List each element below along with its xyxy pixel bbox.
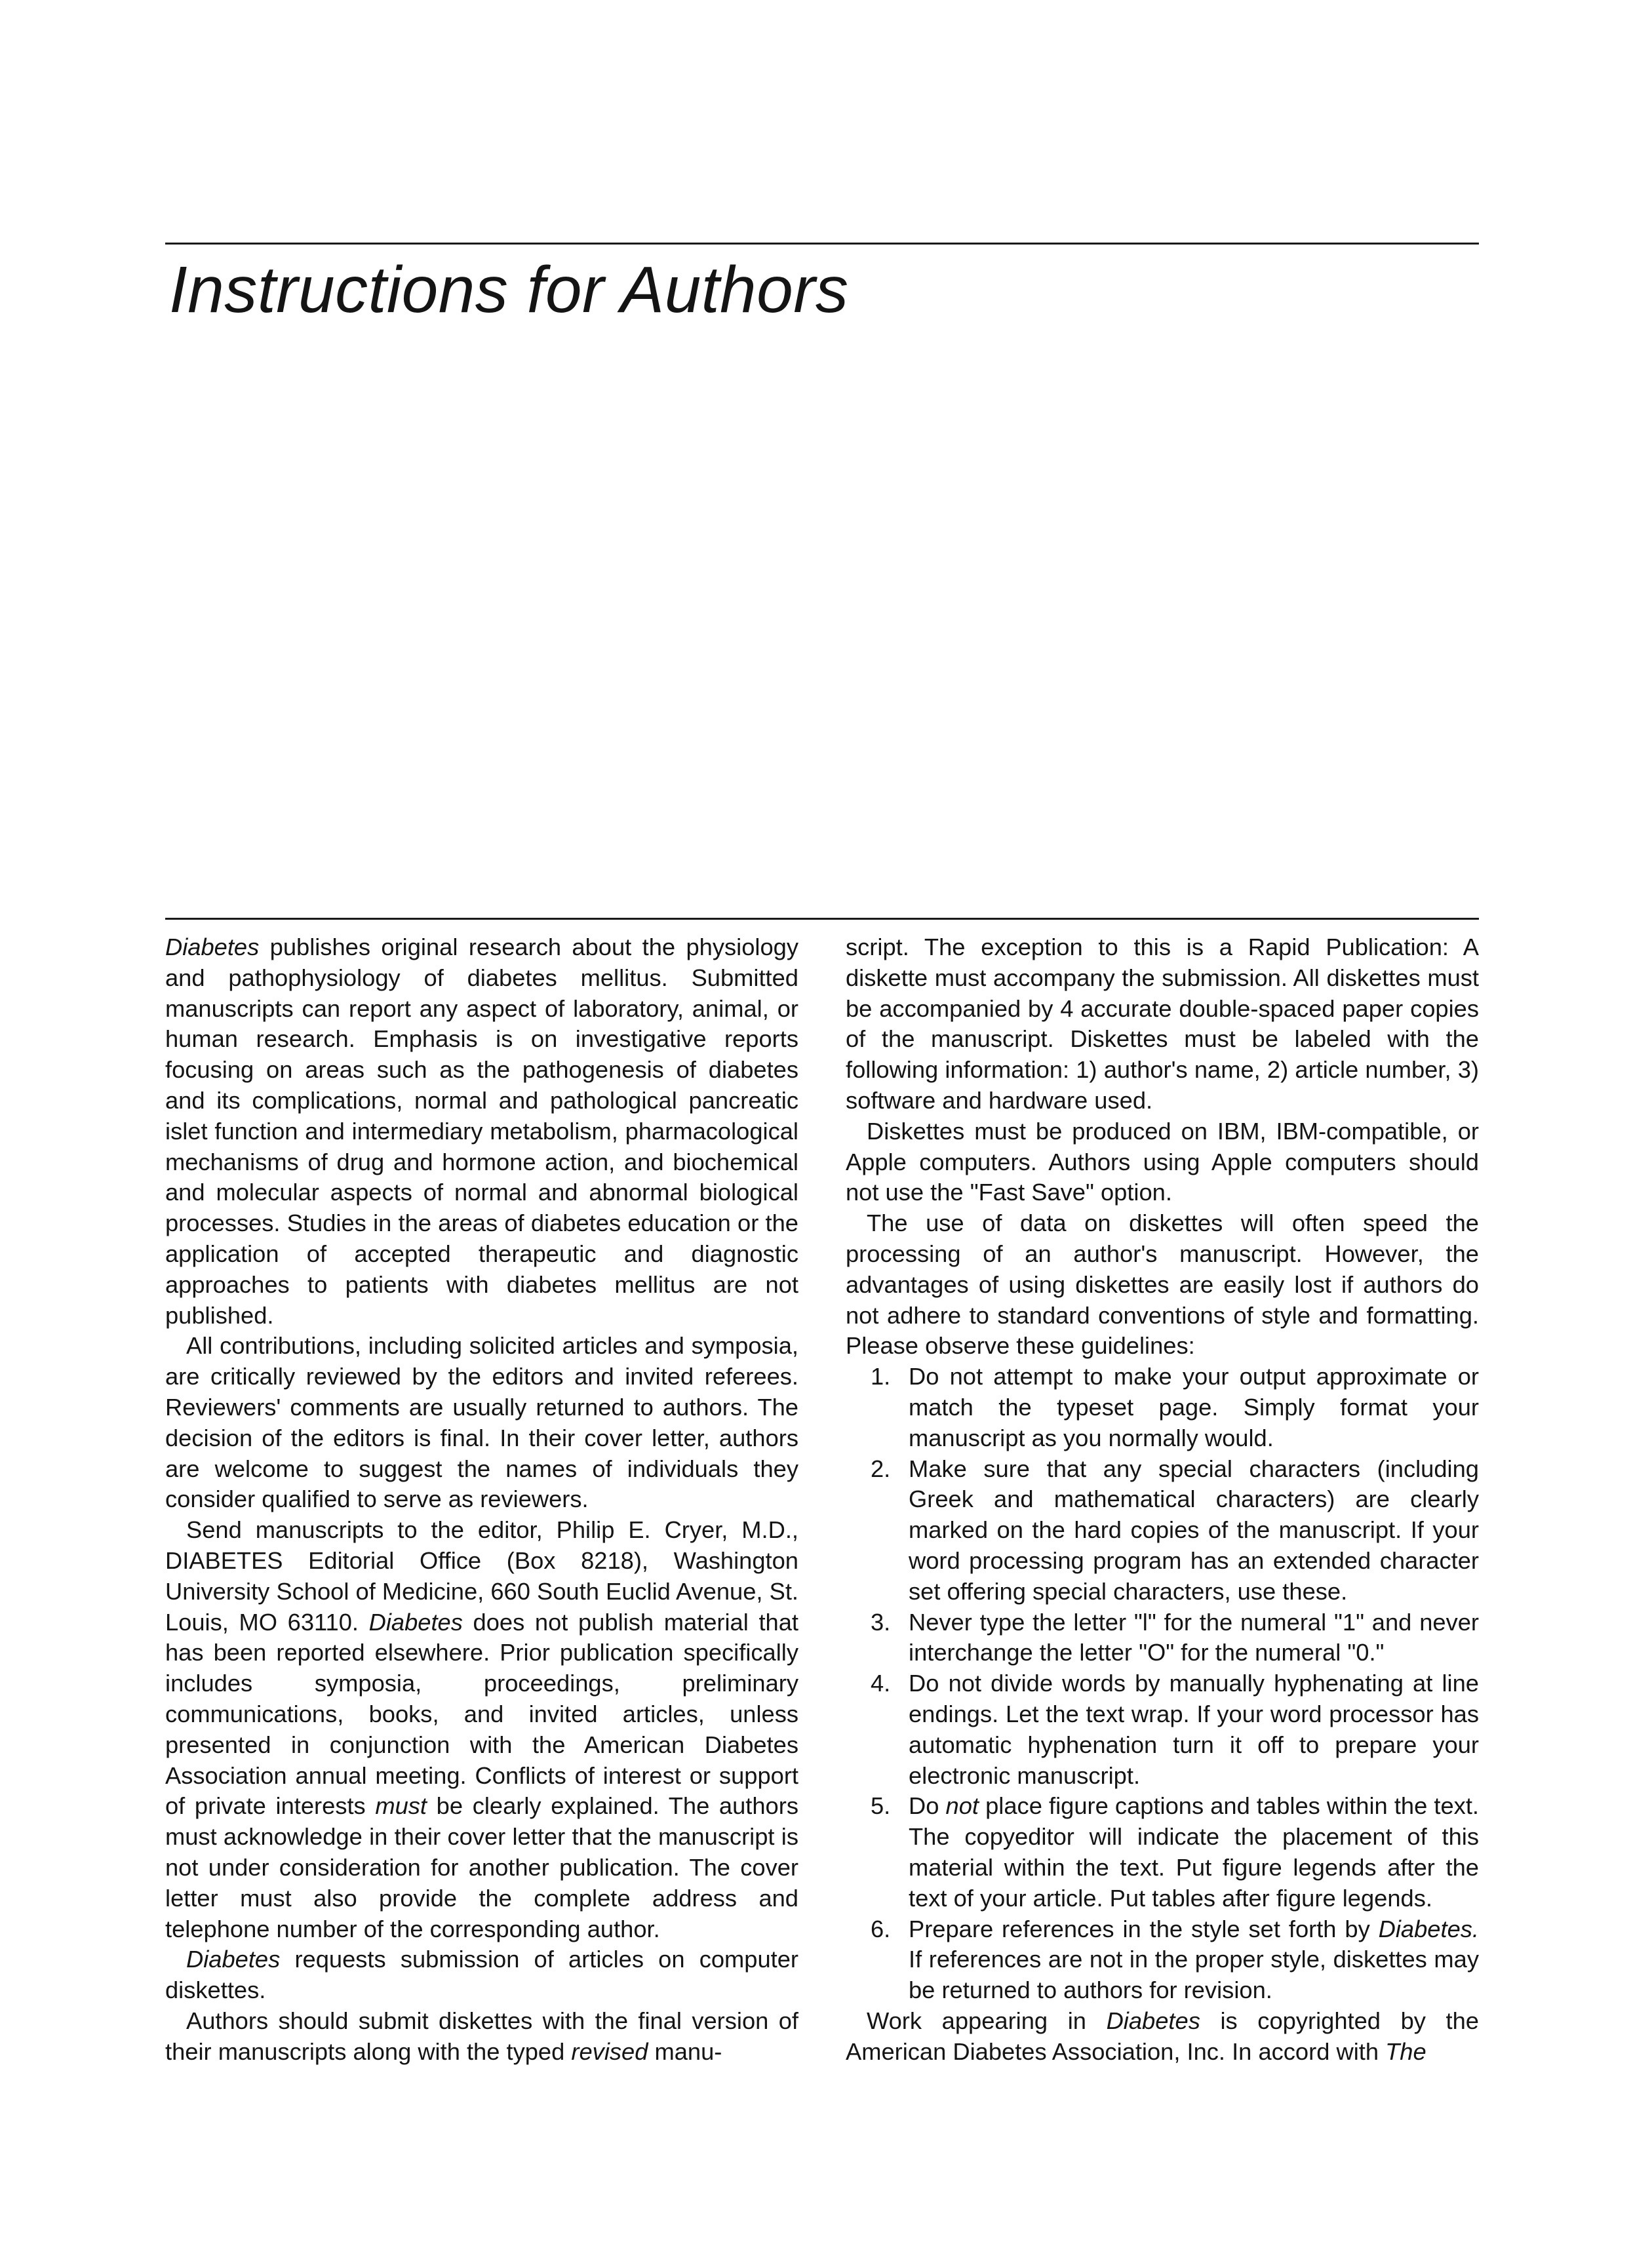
guideline-text-b: place figure captions and tables within the text. The copyeditor will indicate the placement of this material within the text. Put figure legends after the text of your article. Put tables after figure legends. bbox=[909, 1792, 1480, 1912]
journal-name: Diabetes bbox=[368, 1608, 463, 1636]
copyright-paragraph bbox=[846, 2006, 1479, 2068]
left-column bbox=[165, 932, 798, 2067]
guideline-number: 3. bbox=[871, 1608, 891, 1636]
guideline-text-b: If references are not in the proper style, diskettes may be returned to authors for revision. bbox=[909, 1946, 1479, 2004]
top-rule bbox=[165, 243, 1479, 245]
guideline-text-a: Prepare references in the style set forth by bbox=[909, 1915, 1379, 1942]
submission-text-b: does not publish material that has been reported elsewhere. Prior publication specifically includes symposia, proceedings, preliminary communications, books, and invited articles, unless presented in conjunction with the American Diabetes Association annual meeting. Conflicts of interest or support of private interests bbox=[165, 1608, 798, 1820]
submission-paragraph bbox=[165, 1515, 798, 1944]
guideline-text: Do not divide words by manually hyphenating at line endings. Let the text wrap. If your word processor has automatic hyphenation turn it off to prepare your electronic manuscript. bbox=[909, 1670, 1479, 1789]
right-column bbox=[846, 932, 1479, 2067]
copyright-text-b: is copyrighted by the American Diabetes Association, Inc. In accord with bbox=[846, 2007, 1479, 2065]
guideline-number: 6. bbox=[871, 1915, 891, 1942]
copyright-text-a: Work appearing in bbox=[867, 2007, 1107, 2034]
diskette-submission-continued: script. The exception to this is a Rapid Publication: A diskette must accompany the submission. All diskettes must be accompanied by 4 accurate double-spaced paper copies of the manuscript. Diskettes must be labeled with the following information: 1) author's name, 2) article number, 3) software and hardware used. bbox=[846, 934, 1479, 1114]
journal-name: Diabetes bbox=[1106, 2007, 1200, 2034]
guideline-text: Never type the letter "l" for the numeral "1" and never interchange the letter "O" for the numeral "0." bbox=[909, 1608, 1479, 1666]
page-title: Instructions for Authors bbox=[169, 253, 849, 326]
guideline-item bbox=[846, 1791, 1479, 1914]
diskette-submission-text-b: manu- bbox=[648, 2037, 722, 2065]
computer-requirements-paragraph: Diskettes must be produced on IBM, IBM-compatible, or Apple computers. Authors using Apple computers should not use the "Fast Save" option. bbox=[846, 1117, 1479, 1206]
column-rule bbox=[165, 918, 1479, 920]
submission-text-a: Send manuscripts to the editor, Philip E. Cryer, M.D., DIABETES Editorial Office (Box 8218), Washington University School of Medicine, 660 South Euclid Avenue, St. Louis, MO 63110. bbox=[165, 1516, 798, 1636]
guidelines-list bbox=[846, 1362, 1479, 2006]
journal-name: Diabetes bbox=[186, 1946, 281, 1973]
emphasis-the: The bbox=[1385, 2037, 1426, 2065]
guideline-item bbox=[846, 1607, 1479, 1669]
journal-name: Diabetes bbox=[165, 934, 260, 960]
scope-paragraph bbox=[165, 932, 798, 1331]
emphasis-must: must bbox=[375, 1792, 427, 1820]
formatting-intro-paragraph: The use of data on diskettes will often speed the processing of an author's manuscript. However, the advantages of using diskettes are easily lost if authors do not adhere to standard conventions of style and formatting. Please observe these guidelines: bbox=[846, 1210, 1479, 1360]
guideline-item bbox=[846, 1362, 1479, 1453]
guideline-item bbox=[846, 1454, 1479, 1607]
guideline-number: 1. bbox=[871, 1363, 891, 1390]
guideline-item bbox=[846, 1914, 1479, 2006]
diskette-submission-paragraph bbox=[165, 2006, 798, 2068]
journal-name: Diabetes. bbox=[1378, 1915, 1479, 1942]
diskette-request-paragraph bbox=[165, 1944, 798, 2006]
emphasis-revised: revised bbox=[571, 2037, 648, 2065]
guideline-number: 4. bbox=[871, 1670, 891, 1697]
guideline-number: 2. bbox=[871, 1455, 891, 1482]
emphasis-not: not bbox=[945, 1792, 979, 1820]
guideline-text-a: Do bbox=[909, 1792, 946, 1820]
diskette-request-text: requests submission of articles on computer diskettes. bbox=[165, 1946, 798, 2004]
guideline-text: Do not attempt to make your output approximate or match the typeset page. Simply format your manuscript as you normally would. bbox=[909, 1363, 1479, 1451]
guideline-text: Make sure that any special characters (including Greek and mathematical characters) are clearly marked on the hard copies of the manuscript. If your word processing program has an extended character set offering special characters, use these. bbox=[909, 1455, 1479, 1605]
review-paragraph: All contributions, including solicited articles and symposia, are critically reviewed by the editors and invited referees. Reviewers' comments are usually returned to authors. The decision of the editors is final. In their cover letter, authors are welcome to suggest the names of individuals they consider qualified to serve as reviewers. bbox=[165, 1332, 798, 1513]
diskette-submission-text-a: Authors should submit diskettes with the final version of their manuscripts along with the typed bbox=[165, 2007, 798, 2065]
scope-text: publishes original research about the physiology and pathophysiology of diabetes mellitus. Submitted manuscripts can report any aspect of laboratory, animal, or human research. Emphasis is on investigative reports focusing on areas such as the pathogenesis of diabetes and its complications, normal and pathological pancreatic islet function and intermediary metabolism, pharmacological mechanisms of drug and hormone action, and biochemical and molecular aspects of normal and abnormal biological processes. Studies in the areas of diabetes education or the application of accepted therapeutic and diagnostic approaches to patients with diabetes mellitus are not published. bbox=[165, 934, 798, 1329]
guideline-number: 5. bbox=[871, 1792, 891, 1820]
guideline-item bbox=[846, 1668, 1479, 1791]
submission-text-c: be clearly explained. The authors must acknowledge in their cover letter that the manuscript is not under consideration for another publication. The cover letter must also provide the complete address and telephone number of the corresponding author. bbox=[165, 1792, 798, 1942]
